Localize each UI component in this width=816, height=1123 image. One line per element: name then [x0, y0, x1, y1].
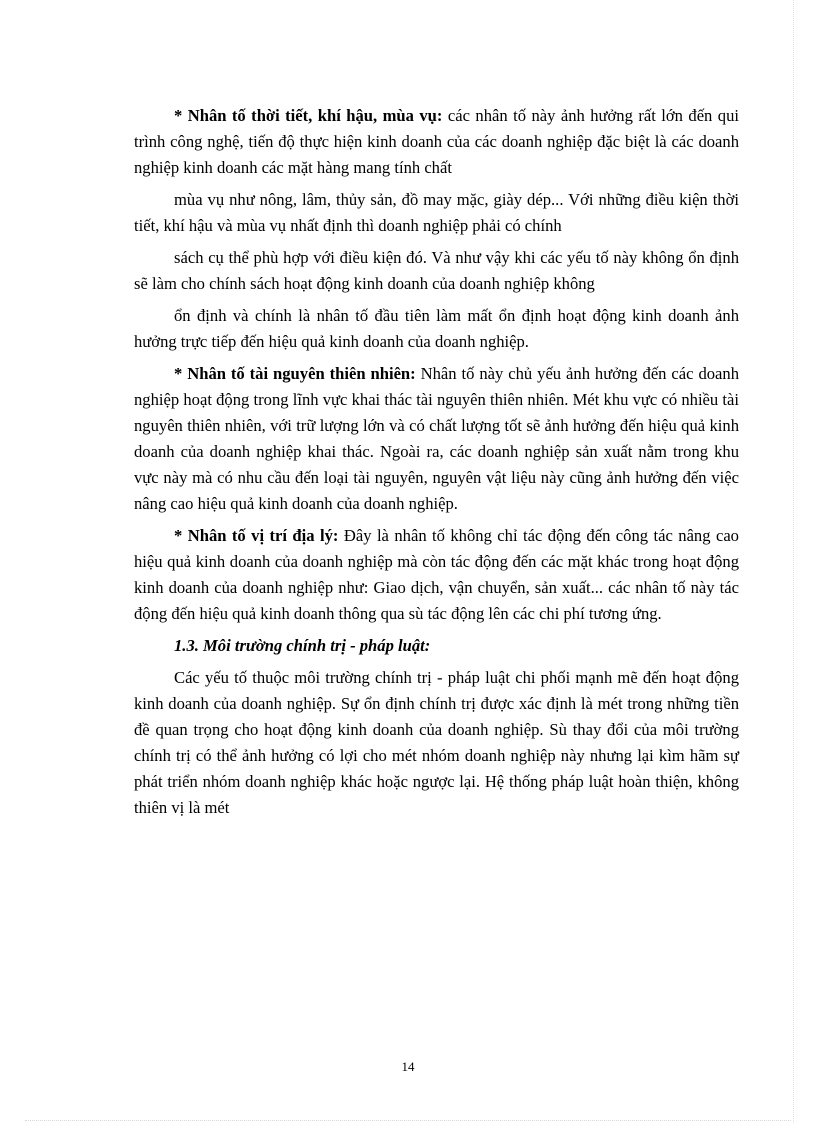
paragraph-weather-continued-2 — [134, 245, 739, 297]
paragraph-weather-factor — [134, 103, 739, 181]
footer-divider — [25, 1120, 791, 1121]
paragraph-text: mùa vụ như nông, lâm, thủy sản, đồ may mặc, giày dép... Với những điều kiện thời tiết, khí hậu và mùa vụ nhất định thì doanh nghiệp phải có chính — [134, 190, 739, 235]
paragraph-natural-resources — [134, 361, 739, 517]
paragraph-weather-continued-1 — [134, 187, 739, 239]
section-heading: 1.3. Môi trường chính trị - pháp luật: — [174, 636, 431, 655]
paragraph-lead: * Nhân tố thời tiết, khí hậu, mùa vụ: — [174, 106, 443, 125]
page-body — [134, 103, 739, 827]
section-body: Các yếu tố thuộc môi trường chính trị - pháp luật chi phối mạnh mẽ đến hoạt động kinh doanh của doanh nghiệp. Sự ổn định chính trị được xác định là mét trong những tiền đề quan trọng cho hoạt động kinh doanh của doanh nghiệp. Sù thay đổi của môi trường chính trị có thể ảnh hưởng có lợi cho mét nhóm doanh nghiệp này nhưng lại kìm hãm sự phát triển nhóm doanh nghiệp khác hoặc ngược lại. Hệ thống pháp luật hoàn thiện, không thiên vị là mét — [134, 668, 739, 817]
page-edge-guide — [793, 0, 794, 1123]
paragraph-geographic-location — [134, 523, 739, 627]
paragraph-text: ổn định và chính là nhân tố đầu tiên làm mất ổn định hoạt động kinh doanh ảnh hưởng trực tiếp đến hiệu quả kinh doanh của doanh nghiệp. — [134, 306, 739, 351]
paragraph-lead: * Nhân tố tài nguyên thiên nhiên: — [174, 364, 416, 383]
paragraph-lead: * Nhân tố vị trí địa lý: — [174, 526, 339, 545]
page-number: 14 — [401, 1059, 415, 1074]
paragraph-text: Đây là nhân tố không chỉ tác động đến công tác nâng cao hiệu quả kinh doanh của doanh nghiệp mà còn tác động đến các mặt khác trong hoạt động kinh doanh của doanh nghiệp như: Giao dịch, vận chuyển, sản xuất... các nhân tố này tác động đến hiệu quả kinh doanh thông qua sù tác động lên các chi phí tương ứng. — [134, 526, 739, 623]
paragraph-weather-continued-3 — [134, 303, 739, 355]
paragraph-text: sách cụ thể phù hợp với điều kiện đó. Và như vậy khi các yếu tố này không ổn định sẽ làm cho chính sách hoạt động kinh doanh của doanh nghiệp không — [134, 248, 739, 293]
paragraph-text: Nhân tố này chủ yếu ảnh hưởng đến các doanh nghiệp hoạt động trong lĩnh vực khai thác tài nguyên thiên nhiên. Mét khu vực có nhiều tài nguyên thiên nhiên, với trữ lượng lớn và có chất lượng tốt sẽ ảnh hưởng đến hiệu quả kinh doanh của doanh nghiệp khai thác. Ngoài ra, các doanh nghiệp sản xuất nằm trong khu vực này mà có nhu cầu đến loại tài nguyên, nguyên vật liệu này cũng ảnh hưởng đến việc nâng cao hiệu quả kinh doanh của doanh nghiệp. — [134, 364, 739, 513]
paragraph-text: các nhân tố này ảnh hưởng rất lớn đến qui trình công nghệ, tiến độ thực hiện kinh doanh của các doanh nghiệp đặc biệt là các doanh nghiệp kinh doanh các mặt hàng mang tính chất — [134, 106, 739, 177]
